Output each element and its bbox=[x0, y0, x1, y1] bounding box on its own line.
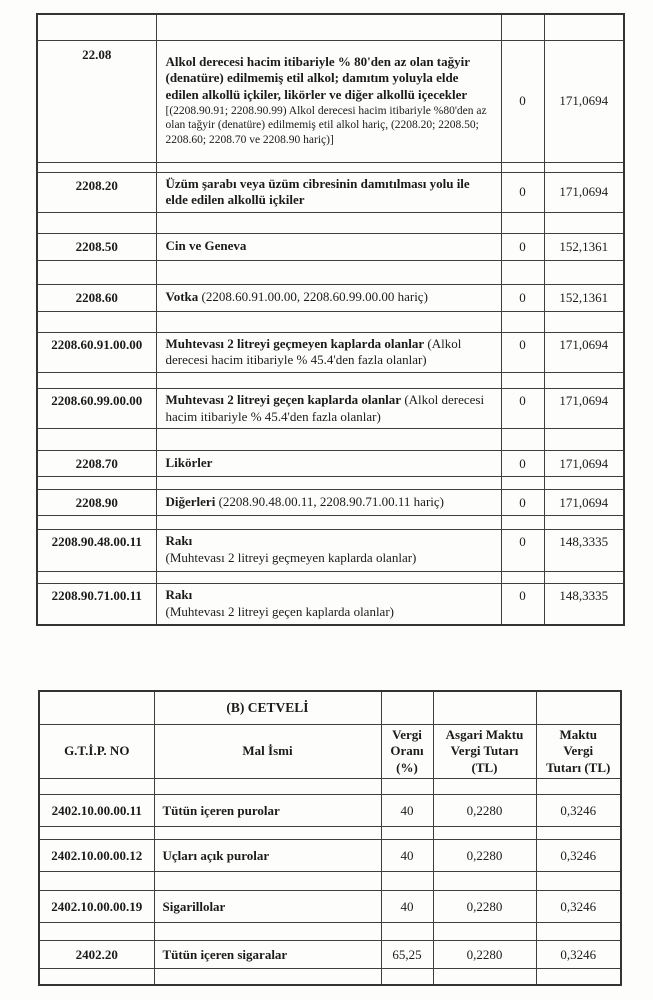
empty-cell bbox=[156, 311, 501, 332]
empty-cell bbox=[433, 827, 536, 840]
rate-cell: 40 bbox=[381, 840, 433, 872]
rate-cell: 0 bbox=[501, 233, 544, 260]
gtip-code-cell: 2208.60 bbox=[37, 284, 156, 311]
spacer-row bbox=[37, 373, 624, 389]
table-row bbox=[39, 795, 621, 827]
min-fixed-tax-cell: 0,2280 bbox=[433, 941, 536, 969]
amount-cell: 148,3335 bbox=[544, 584, 624, 625]
rate-cell: 40 bbox=[381, 795, 433, 827]
amount-cell: 171,0694 bbox=[544, 451, 624, 477]
empty-cell bbox=[381, 923, 433, 941]
description-cell bbox=[156, 40, 501, 162]
min-fixed-tax-cell: 0,2280 bbox=[433, 795, 536, 827]
rate-cell: 0 bbox=[501, 40, 544, 162]
empty-cell bbox=[433, 779, 536, 795]
empty-cell bbox=[37, 429, 156, 451]
header-asgari-maktu: Asgari Maktu Vergi Tutarı (TL) bbox=[433, 725, 536, 779]
empty-cell bbox=[501, 14, 544, 40]
gtip-code-cell: 2208.20 bbox=[37, 172, 156, 212]
empty-cell bbox=[433, 691, 536, 725]
amount-cell: 171,0694 bbox=[544, 490, 624, 516]
empty-cell bbox=[39, 827, 154, 840]
schedule-b-table bbox=[38, 690, 622, 986]
header-vergi-orani: Vergi Oranı (%) bbox=[381, 725, 433, 779]
gtip-code-cell: 2402.10.00.00.12 bbox=[39, 840, 154, 872]
spacer-row bbox=[39, 923, 621, 941]
table-title-row bbox=[39, 691, 621, 725]
spacer-row bbox=[39, 872, 621, 891]
product-name-cell: Tütün içeren sigaralar bbox=[154, 941, 381, 969]
empty-cell bbox=[156, 260, 501, 284]
rate-cell: 0 bbox=[501, 389, 544, 429]
table-row bbox=[37, 332, 624, 372]
empty-cell bbox=[544, 572, 624, 584]
empty-cell bbox=[544, 373, 624, 389]
empty-cell bbox=[501, 212, 544, 233]
empty-cell bbox=[501, 260, 544, 284]
empty-cell bbox=[154, 923, 381, 941]
rate-cell: 0 bbox=[501, 172, 544, 212]
empty-cell bbox=[37, 572, 156, 584]
table-row bbox=[39, 840, 621, 872]
header-mal-ismi: Mal İsmi bbox=[154, 725, 381, 779]
empty-cell bbox=[536, 827, 621, 840]
rate-cell: 0 bbox=[501, 451, 544, 477]
empty-cell bbox=[544, 516, 624, 530]
header-row bbox=[39, 725, 621, 779]
header-maktu: Maktu Vergi Tutarı (TL) bbox=[536, 725, 621, 779]
product-name-cell: Uçları açık purolar bbox=[154, 840, 381, 872]
description-cell bbox=[156, 233, 501, 260]
description-main: Muhtevası 2 litreyi geçmeyen kaplarda olanlar bbox=[165, 335, 425, 351]
table-row bbox=[37, 233, 624, 260]
spacer-row bbox=[39, 779, 621, 795]
empty-cell bbox=[536, 923, 621, 941]
description-note: [(2208.90.91; 2208.90.99) Alkol derecesi hacim itibariyle %80'den az olan tağyir (denatüre) edilmemiş etil alkol hariç, (2208.20; 2208.50; 2208.60; 2208.70 ve 2208.90 hariç)] bbox=[165, 104, 487, 147]
empty-cell bbox=[156, 162, 501, 172]
empty-cell bbox=[37, 212, 156, 233]
empty-cell bbox=[39, 923, 154, 941]
rate-cell: 0 bbox=[501, 284, 544, 311]
table-row bbox=[37, 490, 624, 516]
description-cell bbox=[156, 284, 501, 311]
spacer-row bbox=[39, 827, 621, 840]
spacer-row bbox=[37, 477, 624, 490]
empty-cell bbox=[154, 779, 381, 795]
rate-cell: 0 bbox=[501, 490, 544, 516]
rate-cell: 0 bbox=[501, 530, 544, 572]
description-cell bbox=[156, 490, 501, 516]
empty-cell bbox=[156, 212, 501, 233]
table-row bbox=[37, 530, 624, 572]
empty-cell bbox=[544, 162, 624, 172]
rate-cell: 0 bbox=[501, 584, 544, 625]
empty-cell bbox=[433, 923, 536, 941]
empty-cell bbox=[381, 691, 433, 725]
empty-cell bbox=[154, 827, 381, 840]
description-main: Rakı bbox=[165, 587, 193, 603]
spacer-row bbox=[37, 162, 624, 172]
description-main: Cin ve Geneva bbox=[165, 238, 247, 254]
empty-cell bbox=[39, 691, 154, 725]
gtip-code-cell: 2208.90 bbox=[37, 490, 156, 516]
description-main: Votka bbox=[165, 289, 199, 305]
table-row bbox=[37, 40, 624, 162]
empty-cell bbox=[156, 516, 501, 530]
empty-cell bbox=[37, 373, 156, 389]
amount-cell: 148,3335 bbox=[544, 530, 624, 572]
gtip-code-cell: 2208.60.99.00.00 bbox=[37, 389, 156, 429]
empty-cell bbox=[381, 872, 433, 891]
amount-cell: 152,1361 bbox=[544, 233, 624, 260]
empty-cell bbox=[156, 477, 501, 490]
fixed-tax-cell: 0,3246 bbox=[536, 795, 621, 827]
description-note: (Alkol derecesi hacim itibariyle % 45.4'den fazla olanlar) bbox=[165, 335, 462, 368]
gtip-code-cell: 2208.90.71.00.11 bbox=[37, 584, 156, 625]
empty-cell bbox=[544, 14, 624, 40]
empty-cell bbox=[501, 429, 544, 451]
empty-cell bbox=[37, 162, 156, 172]
description-note: (Alkol derecesi hacim itibariyle % 45.4'den fazla olanlar) bbox=[165, 392, 485, 424]
gtip-code-cell: 2402.10.00.00.19 bbox=[39, 891, 154, 923]
gtip-code-cell: 2402.20 bbox=[39, 941, 154, 969]
description-main: Alkol derecesi hacim itibariyle % 80'den az olan tağyir (denatüre) edilmemiş etil alkol; damıtım yoluyla elde edilen alkollü içkiler, likörler ve diğer alkollü içecekler bbox=[165, 53, 470, 102]
spacer-row bbox=[37, 260, 624, 284]
spacer-row bbox=[37, 14, 624, 40]
spacer-row bbox=[37, 516, 624, 530]
min-fixed-tax-cell: 0,2280 bbox=[433, 891, 536, 923]
empty-cell bbox=[501, 373, 544, 389]
empty-cell bbox=[156, 14, 501, 40]
empty-cell bbox=[536, 691, 621, 725]
rate-cell: 40 bbox=[381, 891, 433, 923]
spacer-row bbox=[39, 969, 621, 985]
empty-cell bbox=[544, 260, 624, 284]
spacer-row bbox=[37, 572, 624, 584]
description-note: (2208.90.48.00.11, 2208.90.71.00.11 hariç) bbox=[218, 494, 444, 510]
fixed-tax-cell: 0,3246 bbox=[536, 891, 621, 923]
empty-cell bbox=[501, 162, 544, 172]
spacer-row bbox=[37, 311, 624, 332]
table-row bbox=[39, 891, 621, 923]
spacer-row bbox=[37, 212, 624, 233]
empty-cell bbox=[37, 311, 156, 332]
fixed-tax-cell: 0,3246 bbox=[536, 840, 621, 872]
empty-cell bbox=[501, 572, 544, 584]
empty-cell bbox=[39, 779, 154, 795]
description-main: Muhtevası 2 litreyi geçen kaplarda olanlar bbox=[165, 392, 402, 407]
empty-cell bbox=[156, 572, 501, 584]
empty-cell bbox=[544, 311, 624, 332]
gtip-code-cell: 2402.10.00.00.11 bbox=[39, 795, 154, 827]
gtip-code-cell: 2208.50 bbox=[37, 233, 156, 260]
description-note: (2208.60.91.00.00, 2208.60.99.00.00 hariç) bbox=[201, 289, 428, 305]
empty-cell bbox=[39, 969, 154, 985]
header-gtip-no: G.T.İ.P. NO bbox=[39, 725, 154, 779]
schedule-a-table bbox=[36, 13, 625, 626]
empty-cell bbox=[536, 969, 621, 985]
empty-cell bbox=[536, 872, 621, 891]
min-fixed-tax-cell: 0,2280 bbox=[433, 840, 536, 872]
empty-cell bbox=[381, 779, 433, 795]
empty-cell bbox=[501, 516, 544, 530]
empty-cell bbox=[381, 827, 433, 840]
amount-cell: 171,0694 bbox=[544, 172, 624, 212]
table-row bbox=[37, 584, 624, 625]
gtip-code-cell: 2208.90.48.00.11 bbox=[37, 530, 156, 572]
empty-cell bbox=[154, 969, 381, 985]
table-row bbox=[39, 941, 621, 969]
description-cell bbox=[156, 332, 501, 372]
amount-cell: 171,0694 bbox=[544, 40, 624, 162]
table-row bbox=[37, 172, 624, 212]
description-cell bbox=[156, 451, 501, 477]
empty-cell bbox=[536, 779, 621, 795]
description-note: (Muhtevası 2 litreyi geçen kaplarda olanlar) bbox=[165, 603, 394, 619]
empty-cell bbox=[37, 516, 156, 530]
empty-cell bbox=[37, 260, 156, 284]
empty-cell bbox=[433, 872, 536, 891]
empty-cell bbox=[37, 14, 156, 40]
table-row bbox=[37, 389, 624, 429]
empty-cell bbox=[433, 969, 536, 985]
description-cell bbox=[156, 530, 501, 572]
description-note: (Muhtevası 2 litreyi geçmeyen kaplarda olanlar) bbox=[165, 549, 417, 565]
table-row bbox=[37, 284, 624, 311]
description-main: Rakı bbox=[165, 533, 193, 549]
fixed-tax-cell: 0,3246 bbox=[536, 941, 621, 969]
spacer-row bbox=[37, 429, 624, 451]
description-cell bbox=[156, 389, 501, 429]
empty-cell bbox=[37, 477, 156, 490]
empty-cell bbox=[544, 429, 624, 451]
empty-cell bbox=[501, 311, 544, 332]
product-name-cell: Tütün içeren purolar bbox=[154, 795, 381, 827]
rate-cell: 65,25 bbox=[381, 941, 433, 969]
product-name-cell: Sigarillolar bbox=[154, 891, 381, 923]
empty-cell bbox=[154, 872, 381, 891]
empty-cell bbox=[501, 477, 544, 490]
gtip-code-cell: 22.08 bbox=[37, 40, 156, 162]
empty-cell bbox=[156, 373, 501, 389]
description-main: Likörler bbox=[165, 455, 213, 471]
table-row bbox=[37, 451, 624, 477]
description-cell bbox=[156, 584, 501, 625]
empty-cell bbox=[544, 477, 624, 490]
amount-cell: 171,0694 bbox=[544, 389, 624, 429]
empty-cell bbox=[156, 429, 501, 451]
empty-cell bbox=[381, 969, 433, 985]
gtip-code-cell: 2208.60.91.00.00 bbox=[37, 332, 156, 372]
rate-cell: 0 bbox=[501, 332, 544, 372]
description-main: Üzüm şarabı veya üzüm cibresinin damıtılması yolu ile elde edilen alkollü içkiler bbox=[165, 175, 470, 208]
empty-cell bbox=[39, 872, 154, 891]
description-cell bbox=[156, 172, 501, 212]
table-b-title: (B) CETVELİ bbox=[154, 691, 381, 725]
amount-cell: 152,1361 bbox=[544, 284, 624, 311]
gtip-code-cell: 2208.70 bbox=[37, 451, 156, 477]
amount-cell: 171,0694 bbox=[544, 332, 624, 372]
description-main: Diğerleri bbox=[165, 494, 216, 510]
empty-cell bbox=[544, 212, 624, 233]
